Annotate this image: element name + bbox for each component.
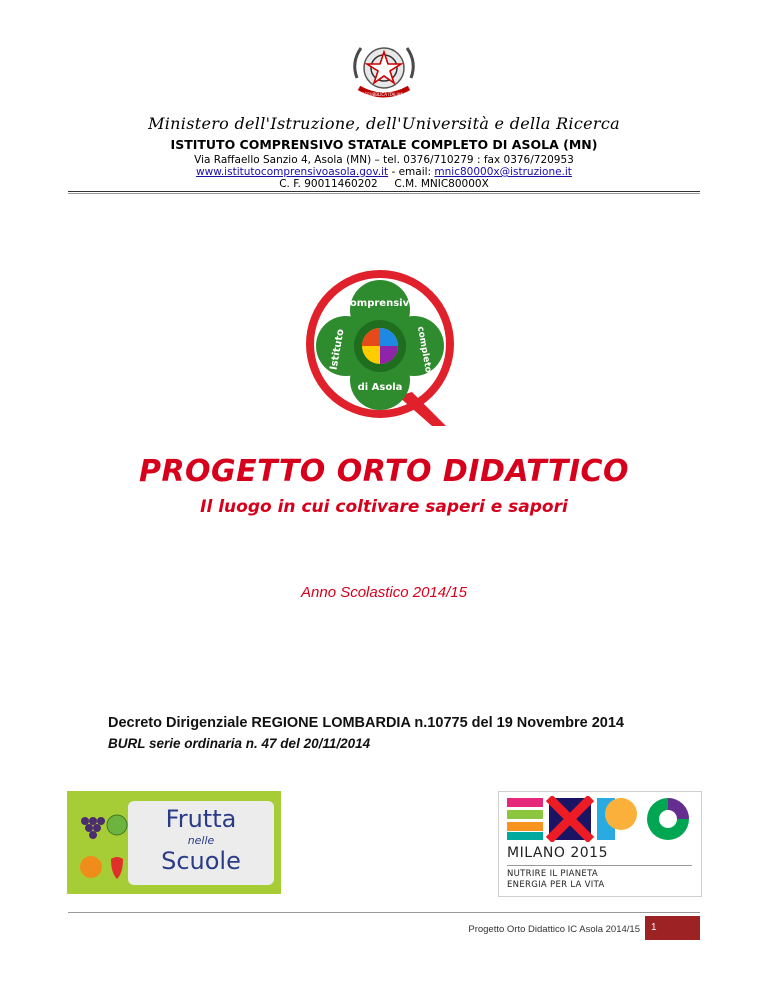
logo-word-top: comprensivo: [344, 298, 416, 309]
school-year: Anno Scolastico 2014/15: [301, 584, 467, 601]
emblem-ribbon-text: REPUBBLICA ITALIANA: [361, 92, 407, 97]
frutta-text-panel: [128, 801, 274, 885]
nelle-word: nelle: [187, 834, 215, 847]
logo-word-right: completo: [414, 325, 433, 374]
header-divider: [68, 191, 700, 192]
expo-city: MILANO 2015: [507, 845, 608, 861]
logo-word-bottom: di Asola: [357, 382, 403, 393]
apple-icon: [107, 815, 127, 835]
decree-reference: Decreto Dirigenziale REGIONE LOMBARDIA n.10775 del 19 Novembre 2014: [108, 715, 624, 731]
ministry-name: Ministero dell'Istruzione, dell'Università e della Ricerca: [148, 114, 620, 133]
expo-tagline-1: NUTRIRE IL PIANETA: [507, 869, 599, 879]
expo-milano-logo: [498, 791, 702, 897]
scuole-word: Scuole: [161, 847, 241, 875]
page-subtitle: Il luogo in cui coltivare saperi e sapori: [200, 497, 568, 517]
frutta-nelle-scuole-logo: [67, 791, 281, 894]
page-title: PROGETTO ORTO DIDATTICO: [138, 454, 630, 489]
contact-line: [0, 166, 768, 178]
burl-reference: BURL serie ordinaria n. 47 del 20/11/2014: [108, 736, 371, 751]
strawberry-icon: [111, 857, 123, 879]
school-name: ISTITUTO COMPRENSIVO STATALE COMPLETO DI ASOLA (MN): [170, 137, 598, 152]
school-logo: [300, 268, 468, 432]
orange-icon: [80, 856, 102, 878]
header-divider-secondary: [68, 193, 700, 194]
footer-divider: [68, 912, 700, 913]
grapes-icon: [81, 817, 105, 839]
logo-word-left: Istituto: [328, 328, 347, 371]
expo-tagline-2: ENERGIA PER LA VITA: [507, 880, 605, 890]
expo-divider: [507, 865, 692, 866]
website-link[interactable]: www.istitutocomprensivoasola.gov.it: [196, 166, 389, 178]
email-link[interactable]: mnic80000x@istruzione.it: [434, 166, 572, 178]
italian-republic-emblem: [347, 40, 421, 102]
tax-codes: C. F. 90011460202 C.M. MNIC80000X: [279, 178, 489, 190]
school-address: Via Raffaello Sanzio 4, Asola (MN) – tel. 0376/710279 : fax 0376/720953: [194, 154, 574, 166]
email-label: - email:: [388, 166, 435, 178]
footer-text: Progetto Orto Didattico IC Asola 2014/15: [468, 924, 640, 935]
page-number: 1: [645, 916, 700, 940]
expo-wordmark: [505, 796, 695, 842]
frutta-word: Frutta: [165, 805, 237, 833]
